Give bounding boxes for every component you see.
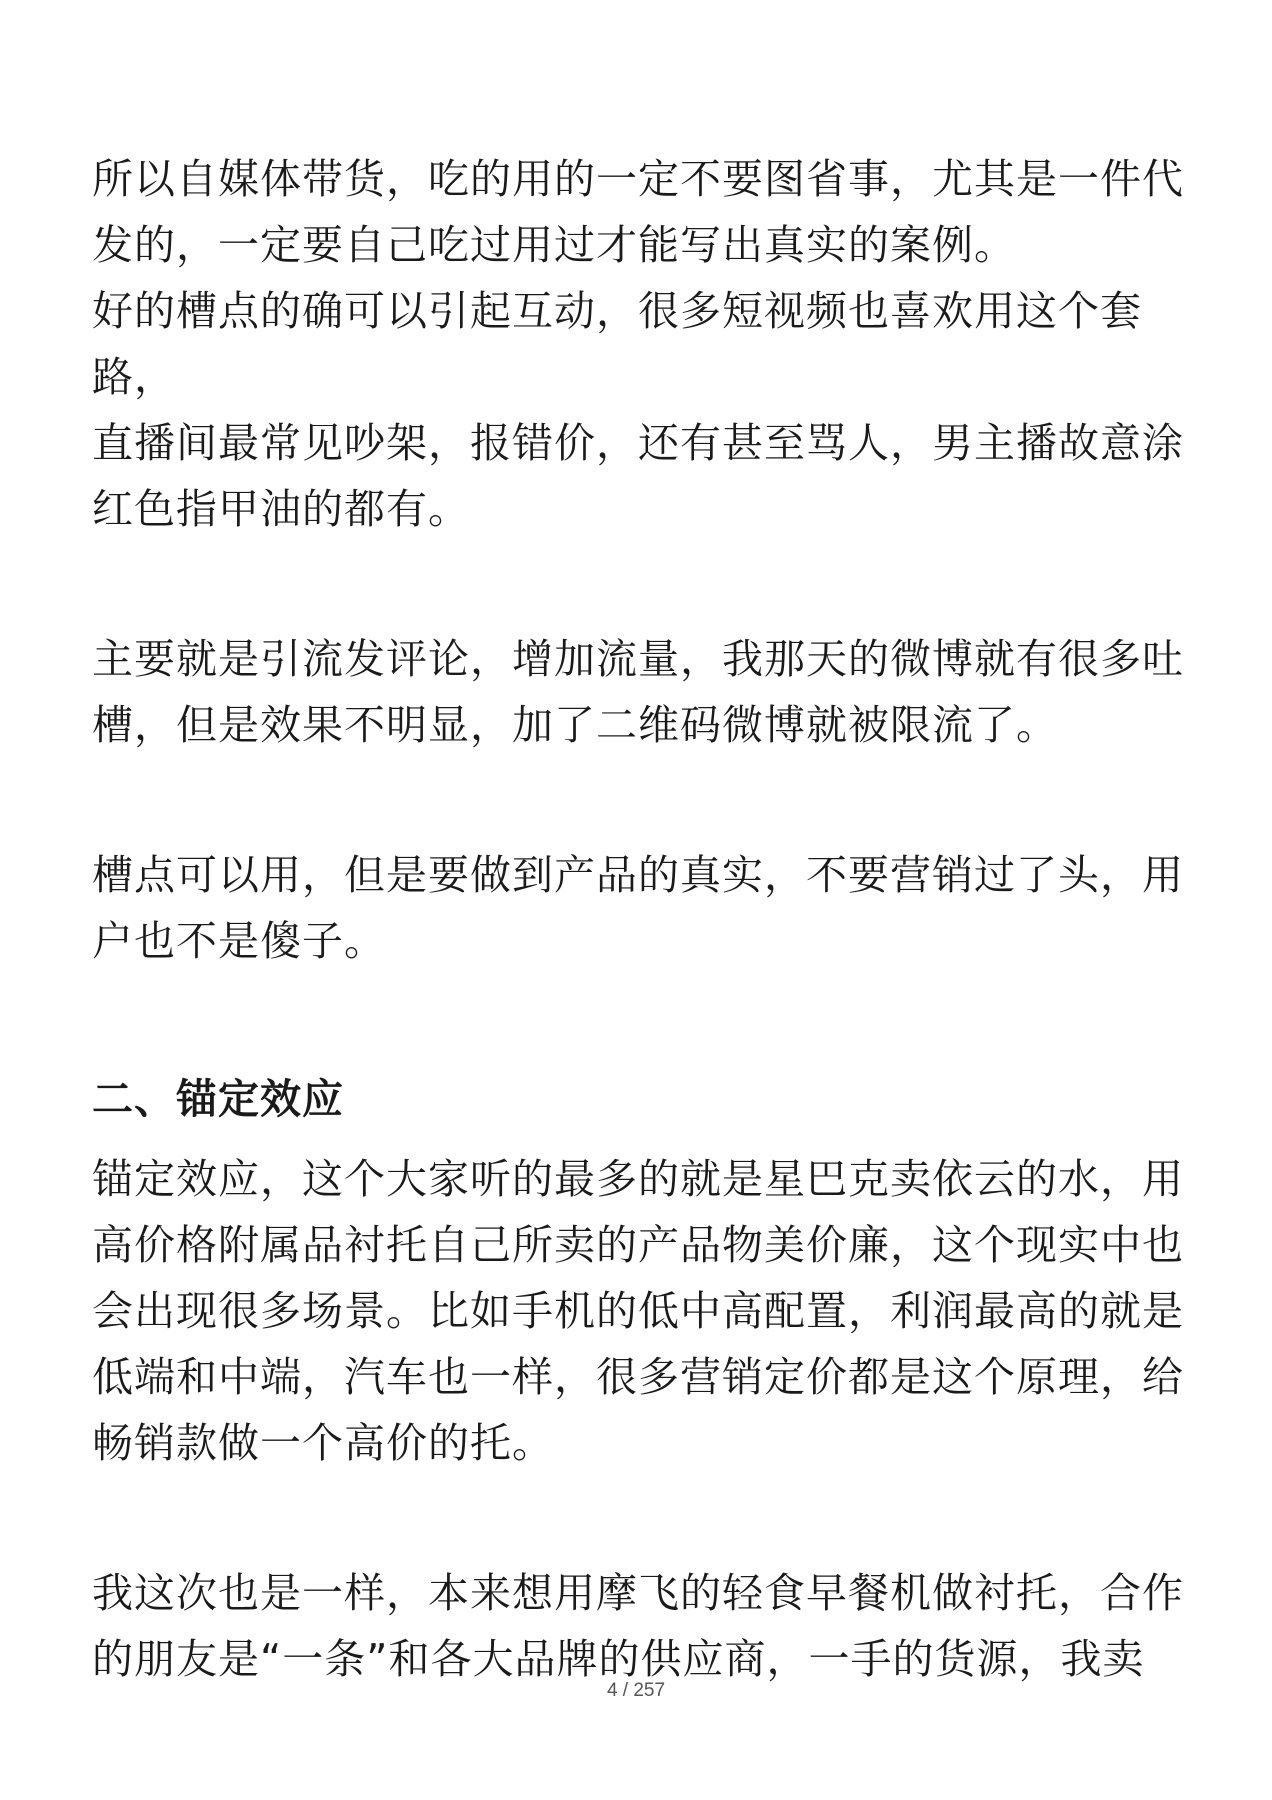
section-heading: 二、锚定效应: [92, 1075, 344, 1123]
document-body: [92, 146, 1192, 1692]
paragraph-5: 我这次也是一样，本来想用摩飞的轻食早餐机做衬托，合作 的朋友是“一条”和各大品牌的供应商，一手的货源，我卖: [92, 1569, 1184, 1683]
paragraph-2: 主要就是引流发评论，增加流量，我那天的微博就有很多吐 槽，但是效果不明显，加了二维码微博就被限流了。: [92, 635, 1184, 749]
paragraph-1: 所以自媒体带货，吃的用的一定不要图省事，尤其是一件代 发的，一定要自己吃过用过才能写出真实的案例。 好的槽点的确可以引起互动，很多短视频也喜欢用这个套路， 直播间最常见吵架，报错价，还有甚至骂人，男主播故意涂 红色指甲油的都有。: [92, 155, 1184, 533]
paragraph-4: 锚定效应，这个大家听的最多的就是星巴克卖依云的水，用 高价格附属品衬托自己所卖的产品物美价廉，这个现实中也 会出现很多场景。比如手机的低中高配置，利润最高的就是 低端和中端，汽车也一样，很多营销定价都是这个原理，给 畅销款做一个高价的托。: [92, 1155, 1184, 1467]
page-number: 4 / 257: [606, 1680, 666, 1701]
paragraph-3: 槽点可以用，但是要做到产品的真实，不要营销过了头，用 户也不是傻子。: [92, 851, 1184, 965]
section-spacer: [92, 974, 1192, 1066]
